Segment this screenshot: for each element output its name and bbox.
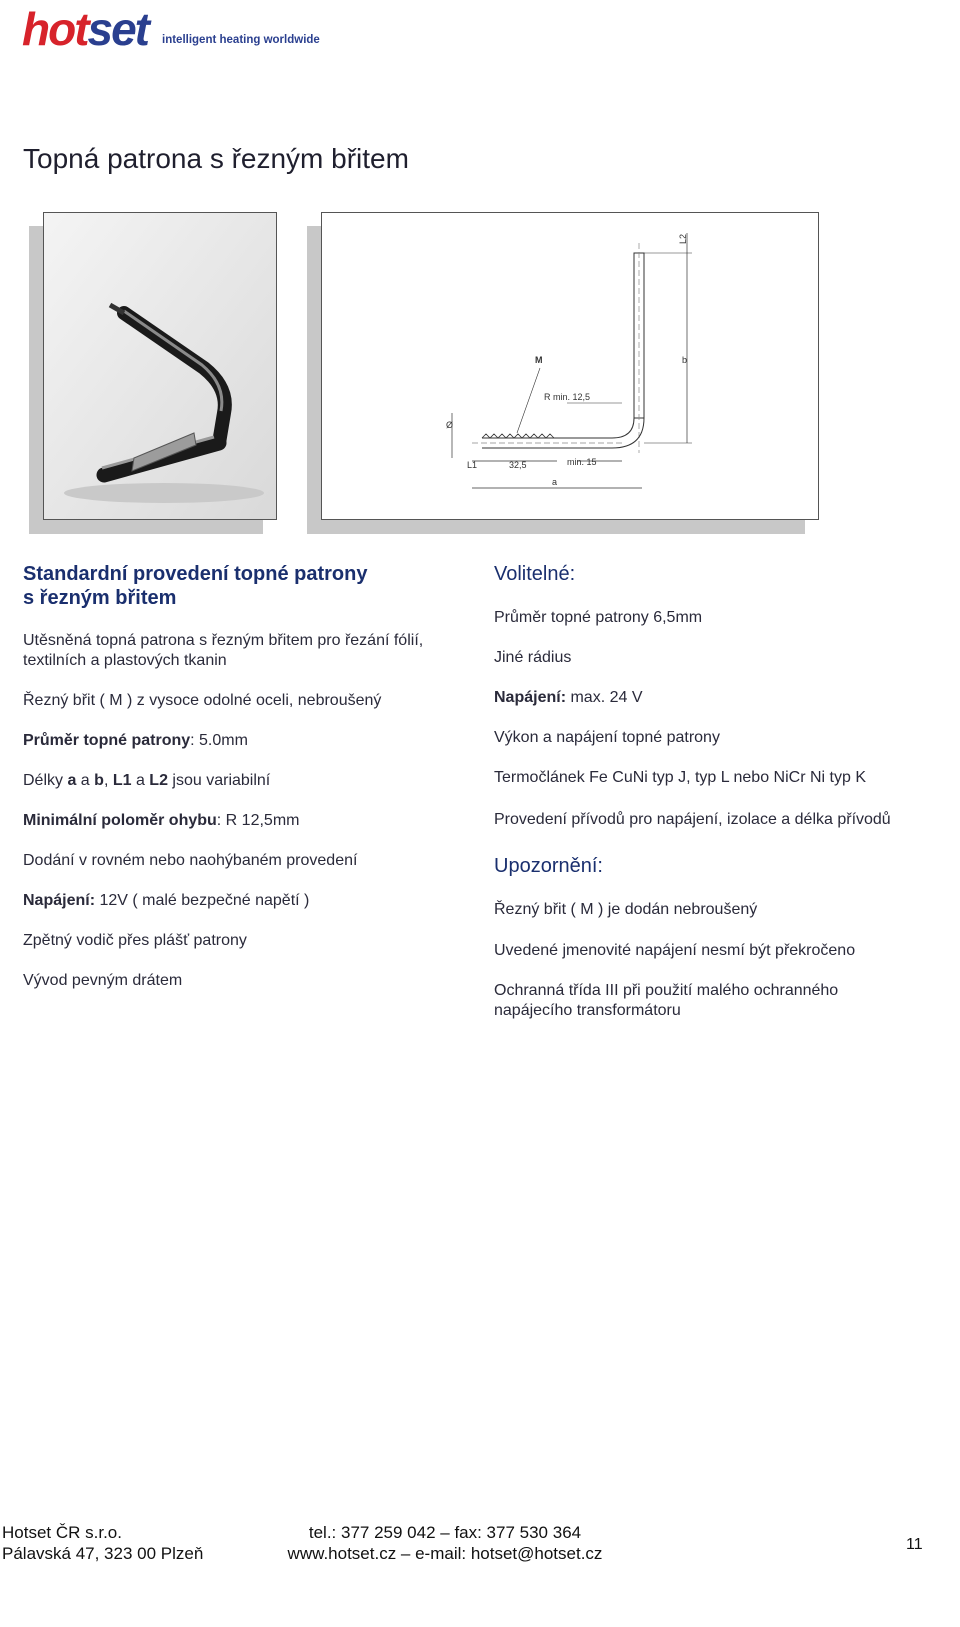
warning-heading: Upozornění:	[494, 855, 603, 877]
logo-hot: hot	[22, 3, 88, 55]
lengths-L1: L1	[112, 772, 132, 789]
footer-phone: tel.: 377 259 042 – fax: 377 530 364	[308, 1523, 582, 1542]
bend-radius-label: Minimální poloměr ohybu	[23, 812, 217, 829]
technical-drawing	[321, 212, 819, 520]
page-title: Topná patrona s řezným břitem	[23, 143, 409, 174]
diameter-label: Průměr topné patrony	[23, 732, 191, 749]
label-L1: L1	[467, 460, 478, 470]
desc-lengths	[23, 771, 473, 791]
warning-supply: Uvedené jmenovité napájení nesmí být překročeno	[494, 942, 856, 959]
logo-wordmark	[22, 3, 148, 55]
warning-blade: Řezný břit ( M ) je dodán nebroušený	[494, 901, 758, 918]
label-L2: L2	[678, 233, 688, 244]
lengths-t2: a	[76, 772, 95, 789]
product-photo	[43, 212, 277, 520]
options-heading: Volitelné:	[494, 563, 576, 585]
footer-address: Pálavská 47, 323 00 Plzeň	[2, 1544, 204, 1563]
lengths-a: a	[67, 772, 77, 789]
desc-delivery: Dodání v rovném nebo naohýbaném provedení	[23, 852, 358, 869]
lengths-t4: a	[131, 772, 150, 789]
desc-blade: Řezný břit ( M ) z vysoce odolné oceli, nebroušený	[23, 692, 382, 709]
footer-company-name: Hotset ČR s.r.o.	[2, 1523, 122, 1542]
page-number: 11	[906, 1536, 923, 1553]
label-a: a	[552, 477, 558, 487]
option-radius: Jiné rádius	[494, 649, 572, 666]
footer-contact	[280, 1522, 610, 1564]
standard-heading-line2: s řezným břitem	[23, 587, 177, 609]
dimension-drawing-svg	[322, 213, 818, 519]
footer-web: www.hotset.cz – e-mail: hotset@hotset.cz	[287, 1544, 603, 1563]
diameter-value: : 5.0mm	[190, 732, 248, 749]
standard-heading-line1: Standardní provedení topné patrony	[23, 563, 368, 585]
option-diameter: Průměr topné patrony 6,5mm	[494, 609, 703, 626]
option-thermocouple: Termočlánek Fe CuNi typ J, typ L nebo NiCr Ni typ K	[494, 769, 866, 786]
option-power: Výkon a napájení topné patrony	[494, 729, 720, 746]
lengths-L2: L2	[149, 772, 168, 789]
option-leads: Provedení přívodů pro napájení, izolace a délka přívodů	[494, 811, 891, 828]
desc-supply	[23, 891, 473, 911]
desc-return-conductor: Zpětný vodič přes plášť patrony	[23, 932, 247, 949]
supply-value: 12V ( malé bezpečné napětí )	[95, 892, 310, 909]
label-min15: min. 15	[567, 457, 597, 467]
label-radius: R min. 12,5	[544, 392, 591, 402]
label-diameter: Ø	[446, 420, 454, 430]
label-b: b	[682, 355, 688, 365]
standard-heading	[23, 562, 473, 610]
heater-cartridge-photo	[44, 213, 276, 519]
supply-label: Napájení:	[23, 892, 96, 909]
bend-radius-value: : R 12,5mm	[216, 812, 300, 829]
standard-version-section	[23, 562, 473, 991]
lengths-t1: Délky	[23, 772, 68, 789]
warning-protection-class: Ochranná třída III při použití malého ochranného napájecího transformátoru	[494, 982, 839, 1019]
lengths-t3: ,	[103, 772, 113, 789]
options-section	[494, 562, 954, 1021]
desc-bend-radius	[23, 811, 473, 831]
label-32-5: 32,5	[509, 460, 527, 470]
lengths-b: b	[94, 772, 104, 789]
hotset-logo	[22, 3, 322, 58]
option-supply-label: Napájení:	[494, 689, 567, 706]
desc-lead: Vývod pevným drátem	[23, 972, 183, 989]
desc-sealed: Utěsněná topná patrona s řezným břitem pro řezání fólií, textilních a plastových tkanin	[23, 632, 424, 669]
option-supply-value: max. 24 V	[566, 689, 643, 706]
lengths-t5: jsou variabilní	[167, 772, 271, 789]
desc-diameter	[23, 731, 473, 751]
footer-company	[2, 1522, 203, 1564]
logo-set: set	[87, 3, 148, 55]
logo-tagline: intelligent heating worldwide	[162, 34, 320, 46]
option-supply	[494, 688, 954, 708]
label-M: M	[535, 355, 543, 365]
